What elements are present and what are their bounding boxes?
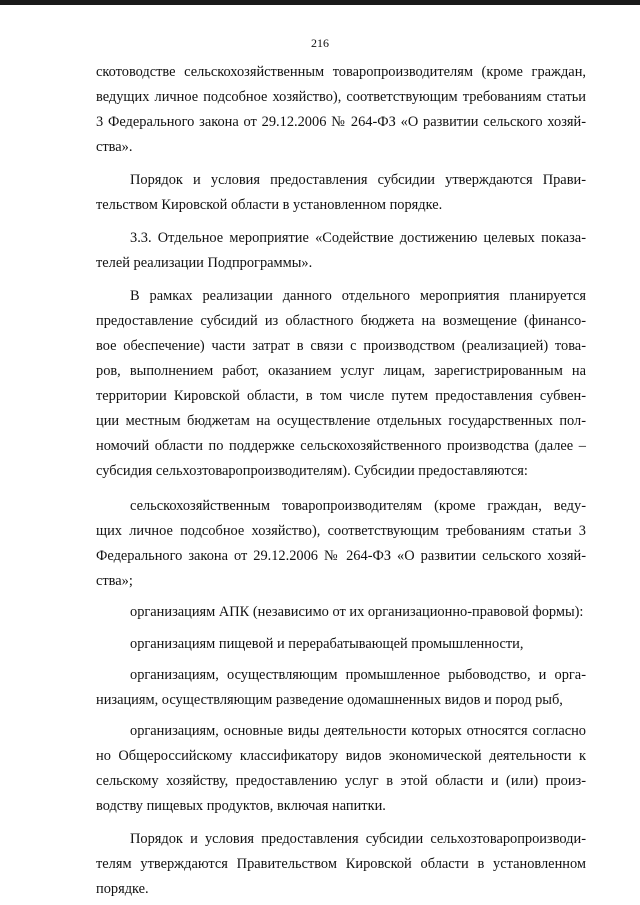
paragraph-procedure-approval [96,168,586,218]
paragraph-section-heading [96,226,586,276]
section-heading-line: телей реализации Подпрограммы». [96,255,313,271]
paragraph-livestock-continuation [96,60,586,160]
text-line: Порядок и условия предоставления субсидии утверждаются Прави- [130,172,586,188]
text-line: вое обеспечение) части затрат в связи с производством (реализацией) това- [96,338,586,354]
paragraph-procedure-approval-final [96,827,586,902]
text-line: сельскохозяйственным товаропроизводителям (кроме граждан, веду- [130,498,586,514]
text-line: территории Кировской области, в том числе путем предоставления субвен- [96,388,586,404]
text-line: ведущих личное подсобное хозяйство), соответствующим требованиям статьи [96,89,586,105]
document-body [96,60,586,902]
text-line: низациям, осуществляющим разведение одомашненных видов и пород рыб, [96,692,563,708]
text-line: Порядок и условия предоставления субсидии сельхозтоваропроизводи- [130,831,586,847]
top-border [0,0,640,5]
paragraph-recipients-food-industry [96,632,586,657]
text-line: номочий области по поддержке сельскохозяйственного производства (далее – [96,438,586,454]
text-line: организациям, основные виды деятельности которых относятся согласно [130,723,586,739]
text-line: но Общероссийскому классификатору видов экономической деятельности к [96,748,586,764]
text-line: ства». [96,139,133,155]
text-line: тельством Кировской области в установленном порядке. [96,197,443,213]
paragraph-subsidy-description [96,284,586,484]
text-line: порядке. [96,881,149,897]
text-line: В рамках реализации данного отдельного мероприятия планируется [130,288,586,304]
text-line: организациям пищевой и перерабатывающей промышленности, [130,636,524,652]
text-line: ции местным бюджетам на осуществление отдельных государственных пол- [96,413,586,429]
text-line: ства»; [96,573,133,589]
text-line: телям утверждаются Правительством Кировской области в установленном [96,856,586,872]
text-line: Федерального закона от 29.12.2006 № 264-ФЗ «О развитии сельского хозяй- [96,548,586,564]
paragraph-recipients-apk [96,600,586,625]
paragraph-recipients-okved [96,719,586,819]
text-line: субсидия сельхозтоваропроизводителям). Субсидии предоставляются: [96,463,528,479]
paragraph-recipients-fish-farming [96,663,586,713]
text-line: водству пищевых продуктов, включая напитки. [96,798,386,814]
text-line: организациям АПК (независимо от их организационно-правовой формы): [130,604,584,620]
text-line: предоставление субсидий из областного бюджета на возмещение (финансо- [96,313,586,329]
text-line: 3 Федерального закона от 29.12.2006 № 264-ФЗ «О развитии сельского хозяй- [96,114,586,130]
section-heading-line: 3.3. Отдельное мероприятие «Содействие достижению целевых показа- [130,230,586,246]
text-line: организациям, осуществляющим промышленное рыбоводство, и орга- [130,667,586,683]
text-line: скотоводстве сельскохозяйственным товаропроизводителям (кроме граждан, [96,64,586,80]
text-line: щих личное подсобное хозяйство), соответствующим требованиям статьи 3 [96,523,586,539]
text-line: сельскому хозяйству, предоставлению услуг в этой области и (или) произ- [96,773,586,789]
page-number: 216 [311,36,329,50]
paragraph-recipients-agri-producers [96,494,586,594]
text-line: ров, выполнением работ, оказанием услуг лицам, зарегистрированным на [96,363,586,379]
